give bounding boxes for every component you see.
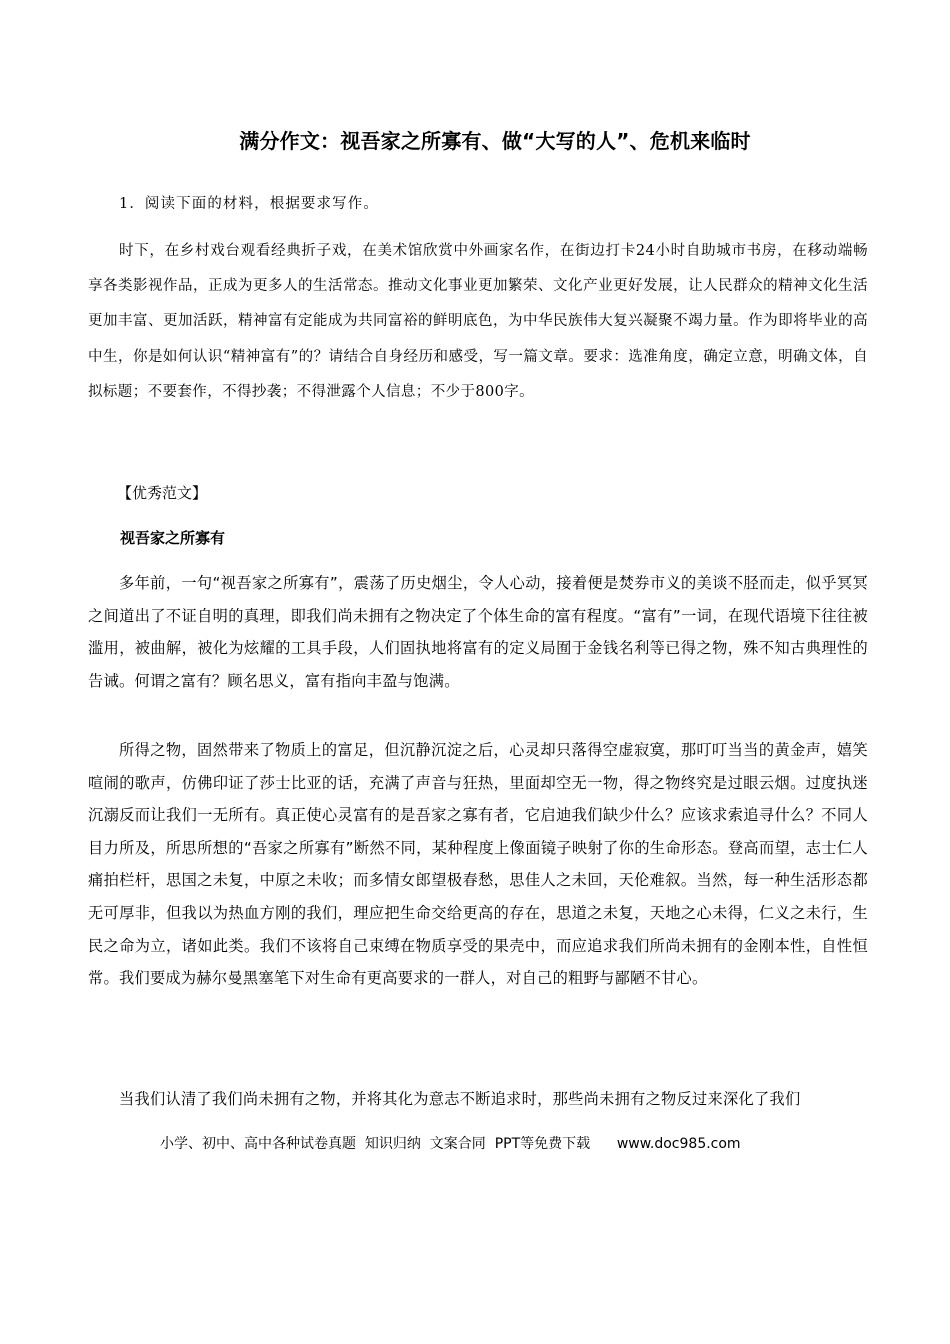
section-label: 【优秀范文】	[117, 484, 208, 502]
essay-paragraph-2: 所得之物，固然带来了物质上的富足，但沉静沉淀之后，心灵却只落得空虚寂寞，那叮叮当当的黄金声，嬉笑喧闹的歌声，仿佛印证了莎士比亚的话，充满了声音与狂热，里面却空无一物，得之物终究是过眼云烟。过度执迷沉溺反而让我们一无所有。真正使心灵富有的是吾家之寡有者，它启迪我们缺少什么？应该求索追寻什么？不同人目力所及，所思所想的“吾家之所寡有”断然不同，某种程度上像面镜子映射了你的生命形态。登高而望，志士仁人痛拍栏杆，思国之未复，中原之未收；而多情女郎望极春愁，思佳人之未回，天伦难叙。当然，每一种生活形态都无可厚非，但我以为热血方刚的我们，理应把生命交给更高的存在，思道之未复，天地之心未得，仁义之未行，生民之命为立，诸如此类。我们不该将自己束缚在物质享受的果壳中，而应追求我们所尚未拥有的金刚本性，自性恒常。我们要成为赫尔曼黑塞笔下对生命有更高要求的一群人，对自己的粗野与鄙陋不甘心。	[88, 741, 868, 988]
question-prompt: 1．阅读下面的材料，根据要求写作。	[119, 196, 379, 212]
essay-paragraph-3: 当我们认清了我们尚未拥有之物，并将其化为意志不断追求时，那些尚未拥有之物反过来深化了我们	[119, 1090, 801, 1108]
page-footer: 小学、初中、高中各种试卷真题 知识归纳 文案合同 PPT等免费下载 www.doc985.com	[160, 1136, 741, 1152]
essay-title: 视吾家之所寡有	[120, 529, 226, 547]
document-title: 满分作文：视吾家之所寡有、做“大写的人”、危机来临时	[239, 129, 751, 153]
essay-paragraph-1: 多年前，一句“视吾家之所寡有”，震荡了历史烟尘，令人心动，接着便是焚券市义的美谈不胫而走，似乎冥冥之间道出了不证自明的真理，即我们尚未拥有之物决定了个体生命的富有程度。“富有”一词，在现代语境下往往被滥用，被曲解，被化为炫耀的工具手段，人们固执地将富有的定义局囿于金钱名利等已得之物，殊不知古典理性的告诫。何谓之富有？顾名思义，富有指向丰盈与饱满。	[88, 574, 868, 690]
material-paragraph: 时下，在乡村戏台观看经典折子戏，在美术馆欣赏中外画家名作，在街边打卡24小时自助城市书房，在移动端畅享各类影视作品，正成为更多人的生活常态。推动文化事业更加繁荣、文化产业更好发展，让人民群众的精神文化生活更加丰富、更加活跃，精神富有定能成为共同富裕的鲜明底色，为中华民族伟大复兴凝聚不竭力量。作为即将毕业的高中生，你是如何认识“精神富有”的？请结合自身经历和感受，写一篇文章。要求：选准角度，确定立意，明确文体，自拟标题；不要套作，不得抄袭；不得泄露个人信息；不少于800字。	[88, 243, 868, 400]
